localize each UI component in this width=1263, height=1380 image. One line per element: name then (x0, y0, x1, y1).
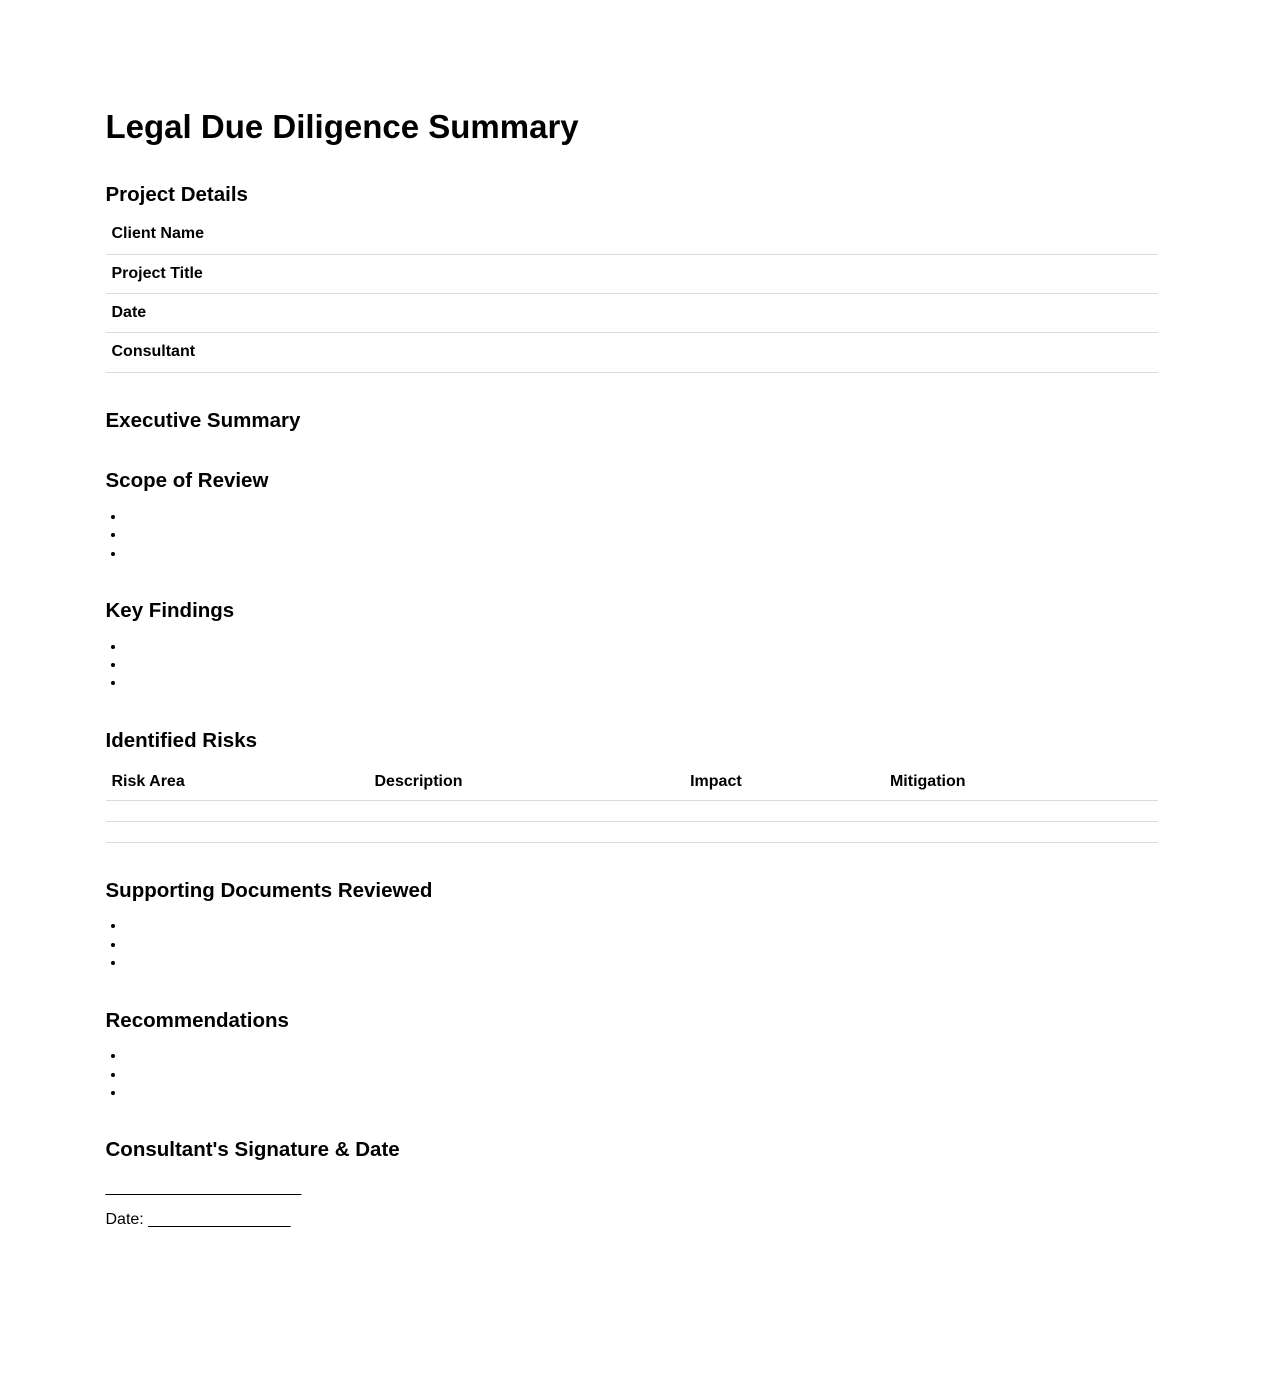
detail-value-client-name (381, 215, 1158, 254)
detail-value-date (381, 293, 1158, 332)
list-item (126, 1066, 1158, 1084)
key-findings-list (106, 638, 1158, 693)
detail-label-consultant: Consultant (106, 333, 381, 372)
table-row (106, 333, 1158, 372)
risks-cell (106, 800, 369, 821)
list-item (126, 917, 1158, 935)
date-label: Date: (105, 1211, 144, 1229)
date-blank-line: ________________ (148, 1211, 291, 1229)
risks-cell (684, 821, 884, 842)
table-row (106, 293, 1158, 332)
section-heading-key-findings: Key Findings (105, 599, 235, 623)
list-item (126, 1084, 1158, 1102)
section-heading-signature: Consultant's Signature & Date (105, 1138, 400, 1162)
risks-column-impact: Impact (684, 765, 884, 800)
supporting-documents-list (106, 917, 1158, 972)
table-row (106, 215, 1158, 254)
risks-cell (369, 800, 685, 821)
list-item (126, 674, 1158, 692)
scope-of-review-list (106, 508, 1158, 563)
date-line (106, 1211, 1158, 1229)
list-item (126, 936, 1158, 954)
detail-value-consultant (381, 333, 1158, 372)
signature-blank-line: ______________________ (105, 1178, 302, 1196)
risks-column-risk-area: Risk Area (106, 765, 369, 800)
risks-column-mitigation: Mitigation (884, 765, 1158, 800)
list-item (126, 638, 1158, 656)
risks-column-description: Description (369, 765, 685, 800)
detail-value-project-title (381, 254, 1158, 293)
section-heading-scope-of-review: Scope of Review (105, 469, 269, 493)
risks-cell (684, 800, 884, 821)
document-title: Legal Due Diligence Summary (105, 108, 579, 145)
detail-label-project-title: Project Title (106, 254, 381, 293)
section-heading-executive-summary: Executive Summary (105, 408, 301, 432)
list-item (126, 1047, 1158, 1065)
detail-label-date: Date (106, 293, 381, 332)
table-row (106, 800, 1158, 821)
section-heading-supporting-documents: Supporting Documents Reviewed (105, 878, 433, 902)
risks-cell (369, 821, 685, 842)
list-item (126, 954, 1158, 972)
section-heading-identified-risks: Identified Risks (105, 728, 258, 752)
document-page (106, 0, 1158, 1380)
table-row (106, 821, 1158, 842)
section-heading-project-details: Project Details (105, 182, 248, 206)
list-item (126, 545, 1158, 563)
list-item (126, 656, 1158, 674)
table-row (106, 254, 1158, 293)
identified-risks-table (106, 765, 1158, 842)
risks-cell (884, 821, 1158, 842)
detail-label-client-name: Client Name (106, 215, 381, 254)
risks-cell (884, 800, 1158, 821)
list-item (126, 508, 1158, 526)
table-header-row (106, 765, 1158, 800)
recommendations-list (106, 1047, 1158, 1102)
list-item (126, 526, 1158, 544)
section-heading-recommendations: Recommendations (105, 1008, 289, 1032)
risks-cell (106, 821, 369, 842)
project-details-table (106, 215, 1158, 373)
